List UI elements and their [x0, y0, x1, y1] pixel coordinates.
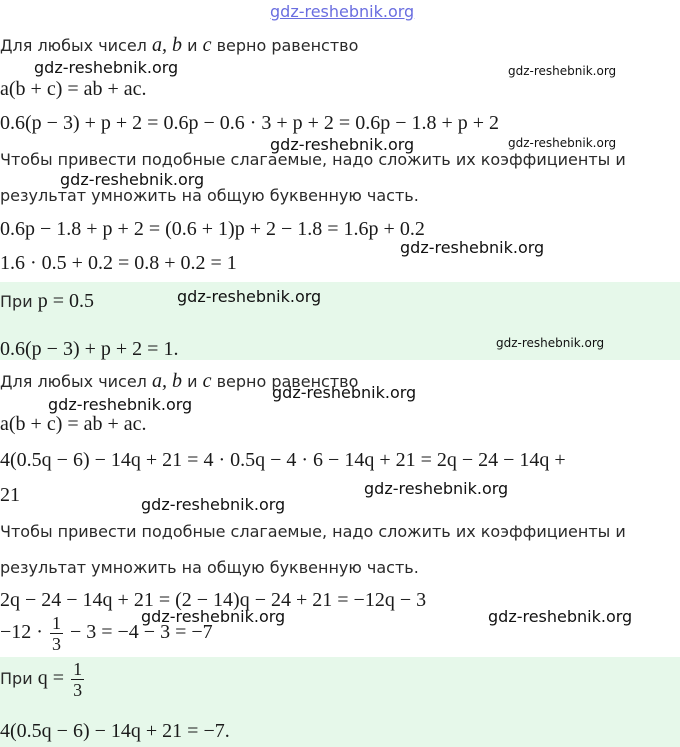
intro-suffix: верно равенство — [216, 36, 359, 55]
distributive-law: a(b + c) = ab + ac. — [0, 78, 147, 100]
intro-and: и — [187, 36, 198, 55]
intro-vars: a, b — [152, 34, 182, 56]
watermark: gdz-reshebnik.org — [141, 495, 286, 514]
watermark: gdz-reshebnik.org — [508, 64, 617, 78]
answer-condition — [0, 290, 94, 313]
watermark: gdz-reshebnik.org — [400, 238, 545, 257]
watermark-header[interactable]: gdz-reshebnik.org — [270, 2, 415, 21]
expand-expression-2b: 21 — [0, 484, 20, 506]
fraction-numerator: 1 — [51, 613, 61, 633]
distributive-law-2: a(b + c) = ab + ac. — [0, 413, 147, 435]
evaluate-expression: 1.6 · 0.5 + 0.2 = 0.8 + 0.2 = 1 — [0, 252, 237, 274]
watermark: gdz-reshebnik.org — [141, 607, 286, 626]
intro-vars-2: a, b — [152, 370, 182, 392]
fraction-one-third — [50, 614, 63, 653]
fraction-denominator: 3 — [51, 634, 61, 654]
answer-var-2: q = — [37, 667, 64, 689]
eval-suffix: − 3 = −4 − 3 = −7 — [69, 621, 213, 644]
like-terms-line-2: результат умножить на общую буквенную часть. — [0, 186, 419, 205]
intro-prefix-2: Для любых чисел — [0, 372, 147, 391]
watermark: gdz-reshebnik.org — [508, 136, 617, 150]
answer-cond-value: p = 0.5 — [37, 290, 94, 312]
combine-expression: 0.6p − 1.8 + p + 2 = (0.6 + 1)p + 2 − 1.8 = 1.6p + 0.2 — [0, 218, 425, 240]
like-terms-line-1: Чтобы привести подобные слагаемые, надо сложить их коэффициенты и — [0, 150, 626, 169]
watermark: gdz-reshebnik.org — [272, 383, 417, 402]
answer-result-2: 4(0.5q − 6) − 14q + 21 = −7. — [0, 720, 230, 742]
answer-fraction-denominator: 3 — [73, 680, 83, 700]
expand-expression-2a: 4(0.5q − 6) − 14q + 21 = 4 · 0.5q − 4 · 6 − 14q + 21 = 2q − 24 − 14q + — [0, 449, 566, 471]
watermark: gdz-reshebnik.org — [177, 287, 322, 306]
watermark: gdz-reshebnik.org — [270, 135, 415, 154]
answer-result: 0.6(p − 3) + p + 2 = 1. — [0, 338, 179, 360]
answer-fraction-numerator: 1 — [73, 659, 83, 679]
intro-and-2: и — [187, 372, 198, 391]
intro-c-2: c — [202, 370, 212, 392]
answer-prefix: При — [0, 292, 33, 311]
answer-prefix-2: При — [0, 669, 33, 688]
combine-expression-2: 2q − 24 − 14q + 21 = (2 − 14)q − 24 + 21 = −12q − 3 — [0, 589, 427, 611]
intro-prefix: Для любых чисел — [0, 36, 147, 55]
watermark: gdz-reshebnik.org — [60, 170, 205, 189]
watermark: gdz-reshebnik.org — [48, 395, 193, 414]
expand-expression: 0.6(p − 3) + p + 2 = 0.6p − 0.6 · 3 + p + 2 = 0.6p − 1.8 + p + 2 — [0, 112, 500, 134]
like-terms-line-2a: Чтобы привести подобные слагаемые, надо сложить их коэффициенты и — [0, 522, 626, 541]
watermark: gdz-reshebnik.org — [364, 479, 509, 498]
answer-condition-2 — [0, 660, 86, 699]
watermark: gdz-reshebnik.org — [34, 58, 179, 77]
like-terms-line-2b: результат умножить на общую буквенную часть. — [0, 558, 419, 577]
watermark: gdz-reshebnik.org — [496, 336, 605, 350]
eval-prefix: −12 · — [0, 621, 43, 644]
answer-fraction — [71, 660, 84, 699]
watermark: gdz-reshebnik.org — [488, 607, 633, 626]
intro-line — [0, 34, 358, 57]
intro-c: c — [202, 34, 212, 56]
intro-suffix-2: верно равенство — [216, 372, 359, 391]
